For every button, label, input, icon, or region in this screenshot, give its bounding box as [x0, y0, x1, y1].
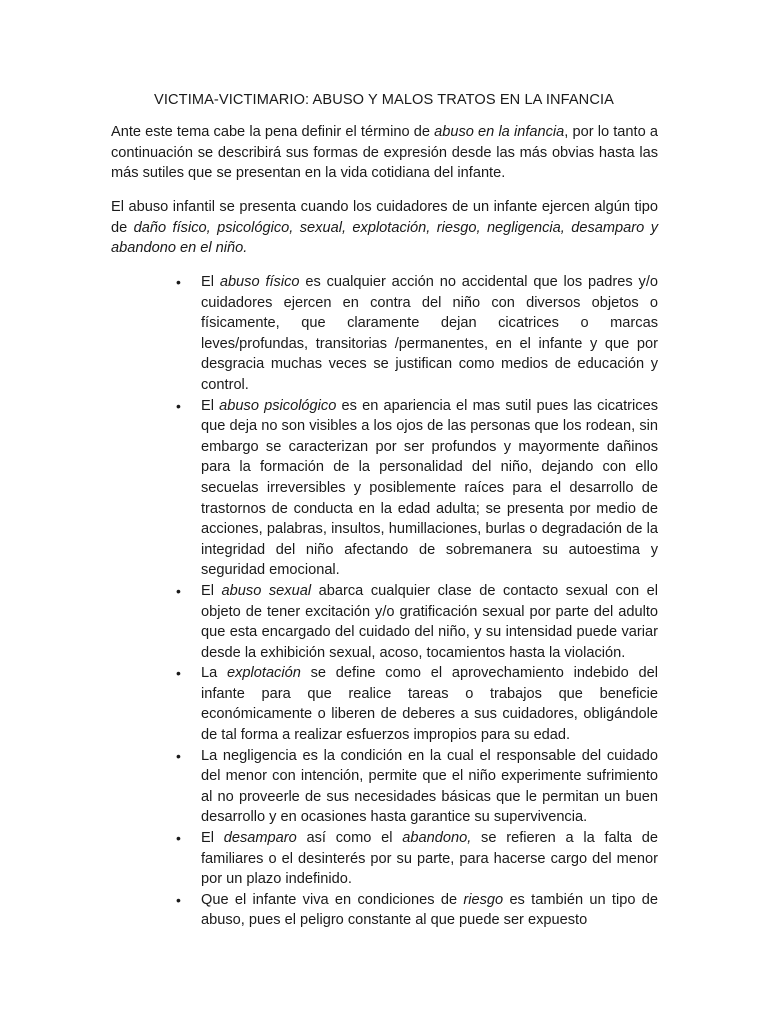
paragraph-text: , por lo tanto a continuación se describirá sus formas de expresión desde las más obvias hasta las más sutiles que se presentan en la vida cotidiana del infante.	[111, 124, 658, 182]
list-item-emphasis: explotación	[227, 665, 301, 682]
list-item-exploitation	[176, 663, 658, 745]
definition-paragraph	[111, 197, 658, 259]
list-item-text: El	[201, 397, 220, 414]
bullet-icon: •	[176, 582, 181, 599]
list-item-sexual-abuse	[176, 581, 658, 663]
list-item-emphasis: desamparo	[223, 830, 297, 847]
list-item-text: abarca cualquier clase de contacto sexual con el objeto de tener excitación y/o gratificación sexual por parte del adulto que esta encargado del cuidado del niño, y su intensidad puede variar desde la exhibición sexual, acoso, tocamientos hasta la violación.	[201, 582, 658, 661]
list-item-emphasis: abuso sexual	[221, 582, 312, 599]
list-item-text: así como el	[296, 830, 403, 847]
bullet-icon: •	[176, 665, 181, 682]
list-item-physical-abuse	[176, 272, 658, 396]
paragraph-emphasis: daño físico, psicológico, sexual, explotación, riesgo, negligencia, desamparo y abandono en el niño.	[111, 219, 658, 257]
list-item-text: El	[201, 830, 224, 847]
list-item-emphasis: abuso físico	[219, 274, 300, 290]
list-item-emphasis: abandono,	[402, 830, 472, 847]
intro-paragraph	[111, 122, 658, 184]
list-item-emphasis: abuso psicológico	[219, 397, 337, 414]
document-title: VICTIMA-VICTIMARIO: ABUSO Y MALOS TRATOS EN LA INFANCIA	[154, 92, 614, 108]
bullet-icon: •	[176, 397, 181, 414]
list-item-emphasis: riesgo	[463, 891, 504, 908]
list-item-abandonment	[176, 828, 659, 890]
paragraph-emphasis: abuso en la infancia	[434, 124, 565, 140]
list-item-text: se refieren a la falta de familiares o el desinterés por su parte, para hacerse cargo del menor por un plazo indefinido.	[201, 830, 659, 888]
list-item-text: es cualquier acción no accidental que los padres y/o cuidadores ejercen en contra del niño con diversos objetos o físicamente, que claramente dejan cicatrices o marcas leves/profundas, transitorias /permanentes, en el infante y que por desgracia muchas veces se justifican como medios de educación y control.	[201, 274, 658, 393]
bullet-icon: •	[176, 830, 181, 847]
paragraph-text: El abuso infantil se presenta cuando los cuidadores de un infante ejercen algún tipo de	[111, 199, 658, 236]
list-item-text: Que el infante viva en condiciones de	[201, 891, 464, 908]
bullet-icon: •	[176, 747, 181, 764]
list-item-text: El	[201, 582, 222, 599]
bullet-icon: •	[176, 274, 181, 290]
list-item-text: es también un tipo de abuso, pues el peligro constante al que puede ser expuesto	[201, 891, 658, 929]
list-item-text: El	[201, 274, 220, 290]
list-item-negligence	[176, 746, 658, 828]
paragraph-text: Ante este tema cabe la pena definir el término de	[111, 124, 435, 140]
bullet-icon: •	[176, 891, 181, 908]
list-item-text: La negligencia es la condición en la cual el responsable del cuidado del menor con intención, permite que el niño experimente sufrimiento al no proveerle de sus necesidades básicas que le permitan un buen desarrollo y en ocasiones hasta garantice su supervivencia.	[201, 747, 658, 826]
list-item-text: es en apariencia el mas sutil pues las cicatrices que deja no son visibles a los ojos de las personas que los rodean, sin embargo se caracterizan por ser profundos y mayormente dañinos para la formación de la personalidad del niño, dejando con ello secuelas irreversibles y posiblemente raíces para el desarrollo de trastornos de conducta en la edad adulta; se presenta por medio de acciones, palabras, insultos, humillaciones, burlas o degradación de la integridad del niño afectando de sobremanera su autoestima y seguridad emocional.	[201, 397, 658, 579]
list-item-text: La	[201, 665, 227, 682]
list-item-risk	[176, 890, 658, 931]
abuse-types-list	[0, 272, 768, 931]
list-item-text: se define como el aprovechamiento indebido del infante para que realice tareas o trabajos que beneficie económicamente o liberen de deberes a sus cuidadores, obligándole de tal forma a realizar esfuerzos impropios para su edad.	[201, 665, 658, 744]
list-item-psychological-abuse	[176, 396, 658, 581]
